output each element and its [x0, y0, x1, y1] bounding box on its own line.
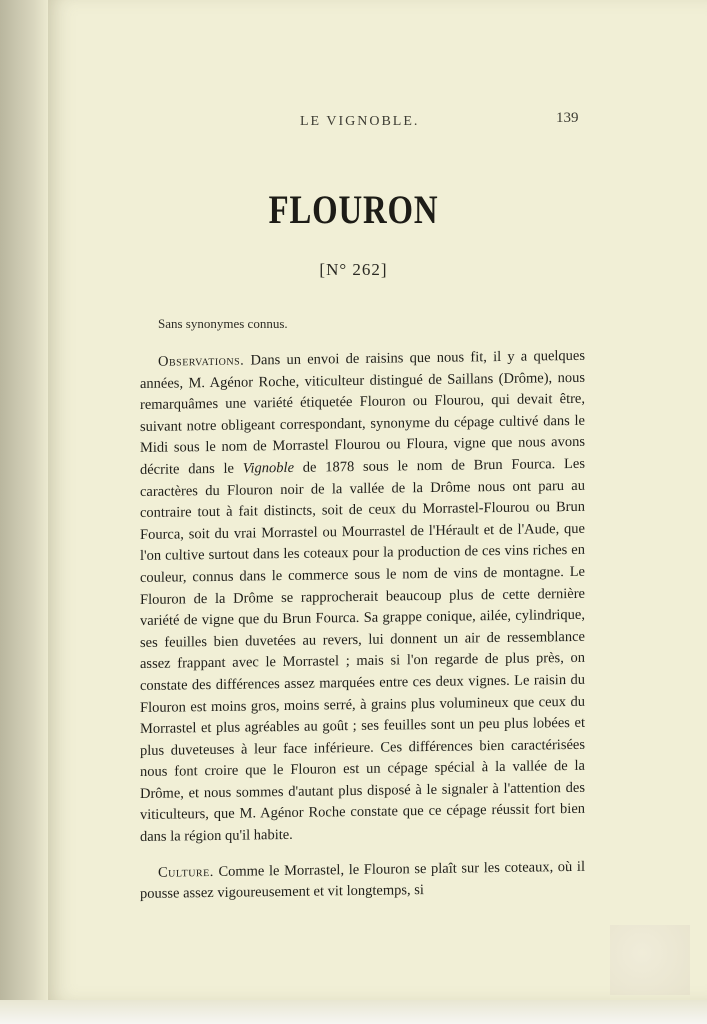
- book-gutter: [0, 0, 48, 1024]
- culture-lead: Culture.: [158, 863, 214, 881]
- observations-text-2: de 1878 sous le nom de Brun Fourca. Les caractères du Flouron noir de la vallée de la Drôme nous ont paru au contraire tout à fait distincts, soit de ceux du Morrastel-Flourou ou Brun Fourca, soit du vrai Morrastel ou Mourrastel de l'Hérault et de l'Aude, que l'on cultive surtout dans les coteaux pour la production de ces vins riches en couleur, connus dans le commerce sous le nom de vins de montagne. Le Flouron de la Drôme se rapprocherait beaucoup plus de cette dernière variété de vigne que du Brun Fourca. Sa grappe conique, ailée, cylindrique, ses feuilles bien duvetées au revers, lui donnent un air de ressemblance assez frappant avec le Morrastel ; mais si l'on regarde de plus près, on constate des différences assez marquées entre ces deux vignes. Le raisin du Flouron est moins gros, moins serré, à grains plus volumineux que ceux du Morrastel et plus agréables au goût ; ses feuilles sont un peu plus lobées et plus duveteuses à leur face inférieure. Ces différences bien caractérisées nous font croire que le Flouron est un cépage spécial à la vallée de la Drôme, et nous sommes d'autant plus disposé à le signaler à l'attention des viticulteurs, que M. Agénor Roche constate que ce cépage réussit fort bien dans la région qu'il habite.: [140, 455, 585, 846]
- page-title: FLOURON: [268, 187, 439, 232]
- page-bottom-edge: [0, 1000, 707, 1024]
- observations-italic: Vignoble: [242, 459, 295, 477]
- observations-lead: Observations.: [158, 352, 245, 370]
- observations-paragraph: [140, 346, 585, 849]
- observations-text-1: Dans un envoi de raisins que nous fit, il y a quelques années, M. Agénor Roche, viticulteur distingué de Saillans (Drôme), nous remarquâmes une variété étiquetée Flouron ou Flourou, qui devait être, suivant notre obligeant correspondant, synonyme du cépage cultivé dans le Midi sous le nom de Morrastel Flourou ou Floura, vigne que nous avons décrite dans le: [140, 347, 585, 478]
- body-text: [140, 346, 585, 906]
- entry-number: [N° 262]: [319, 260, 388, 279]
- culture-paragraph: [140, 856, 585, 905]
- running-head: LE VIGNOBLE.: [300, 114, 420, 129]
- synonyms-line: Sans synonymes connus.: [158, 316, 288, 331]
- page-corner-mark: [610, 925, 690, 995]
- culture-text: Comme le Morrastel, le Flouron se plaît sur les coteaux, où il pousse assez vigoureusement et vit longtemps, si: [140, 858, 585, 903]
- page-number: 139: [556, 110, 579, 126]
